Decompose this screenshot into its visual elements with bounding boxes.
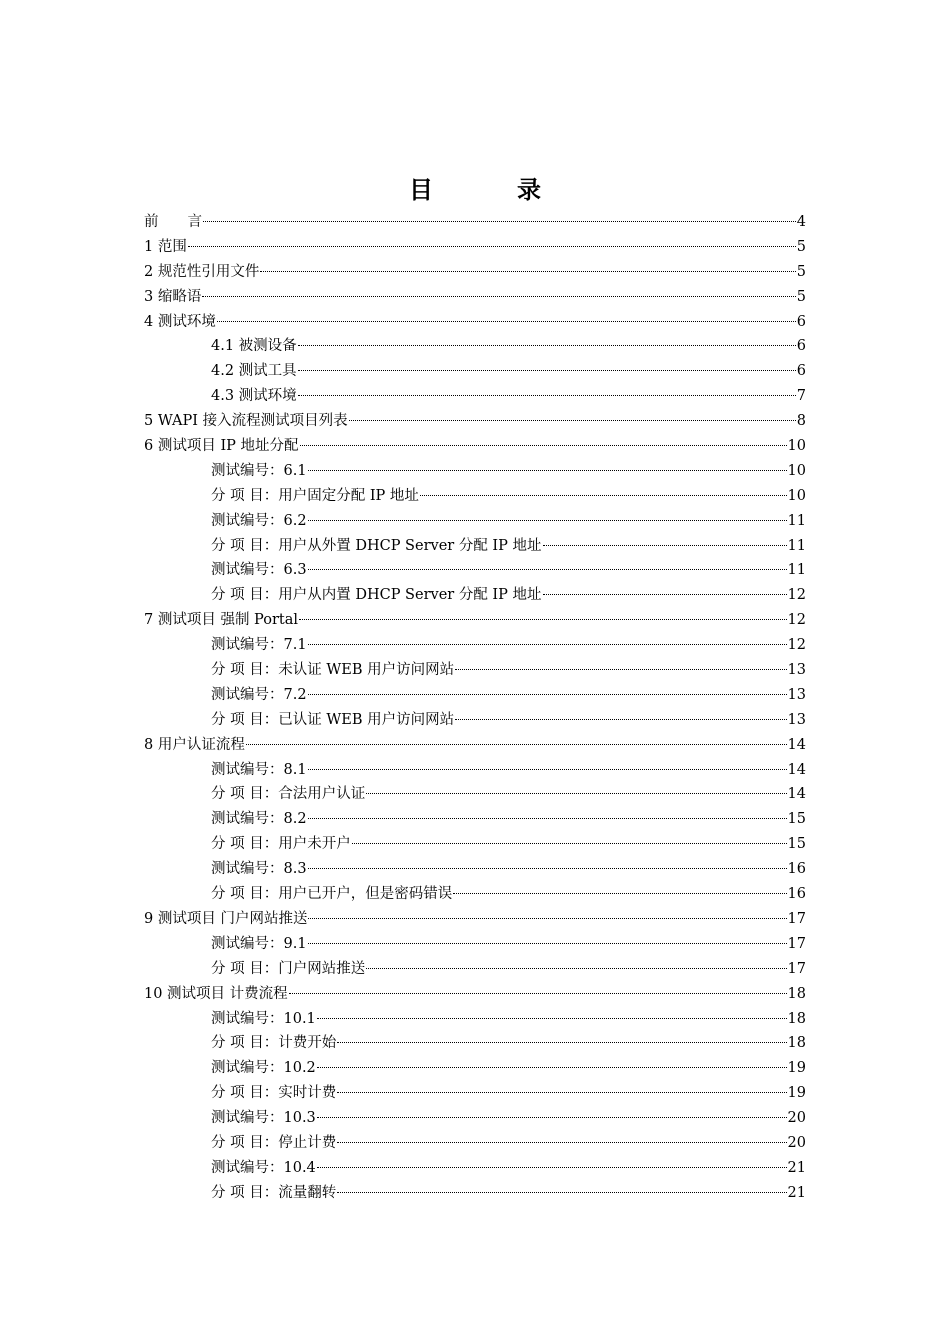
toc-entry[interactable] — [144, 608, 806, 633]
toc-entry-text: 4.3 测试环境 — [211, 388, 297, 405]
toc-entry[interactable] — [144, 932, 806, 957]
toc-entry[interactable] — [144, 733, 806, 758]
toc-page-number: 10 — [787, 487, 806, 504]
toc-entry-text: 分 项 目：用户固定分配 IP 地址 — [211, 487, 419, 504]
toc-dot-leader — [337, 1042, 786, 1043]
toc-dot-leader — [308, 918, 786, 919]
toc-entry[interactable] — [144, 210, 806, 235]
toc-entry-text: 测试编号：7.2 — [211, 686, 307, 703]
toc-entry[interactable] — [144, 1156, 806, 1181]
toc-entry-text: 8 用户认证流程 — [144, 736, 245, 753]
toc-entry-text: 分 项 目：实时计费 — [211, 1085, 337, 1102]
toc-entry[interactable] — [144, 708, 806, 733]
toc-page-number: 14 — [787, 761, 806, 778]
toc-entry-text: 测试编号：7.1 — [211, 637, 307, 654]
toc-entry-text: 分 项 目：停止计费 — [211, 1134, 337, 1151]
toc-dot-leader — [308, 694, 787, 695]
toc-entry[interactable] — [144, 1007, 806, 1032]
toc-page-number: 21 — [787, 1184, 806, 1201]
toc-entry-text: 7 测试项目 强制 Portal — [144, 612, 298, 629]
toc-entry[interactable] — [144, 583, 806, 608]
toc-page-number: 7 — [796, 388, 806, 405]
toc-page-number: 10 — [787, 438, 806, 455]
toc-page-number: 10 — [787, 462, 806, 479]
toc-page-number: 11 — [787, 562, 806, 579]
toc-dot-leader — [298, 345, 796, 346]
toc-entry-text: 分 项 目：计费开始 — [211, 1035, 337, 1052]
toc-dot-leader — [366, 793, 786, 794]
toc-entry-text: 6 测试项目 IP 地址分配 — [144, 438, 299, 455]
toc-entry-text: 4 测试环境 — [144, 313, 216, 330]
toc-entry-text: 5 WAPI 接入流程测试项目列表 — [144, 413, 348, 430]
toc-page-number: 6 — [796, 363, 806, 380]
toc-entry[interactable] — [144, 1056, 806, 1081]
toc-dot-leader — [455, 719, 786, 720]
toc-entry-text: 分 项 目：用户未开户 — [211, 836, 351, 853]
toc-dot-leader — [308, 769, 787, 770]
toc-entry[interactable] — [144, 957, 806, 982]
toc-entry-text: 4.1 被测设备 — [211, 338, 297, 355]
toc-entry-text: 分 项 目：未认证 WEB 用户访问网站 — [211, 662, 455, 679]
toc-entry-text: 分 项 目：用户已开户，但是密码错误 — [211, 886, 453, 903]
toc-entry[interactable] — [144, 807, 806, 832]
toc-entry-text: 1 范围 — [144, 238, 187, 255]
toc-entry-text: 测试编号：6.1 — [211, 462, 307, 479]
toc-page-number: 18 — [787, 1035, 806, 1052]
toc-entry-text: 3 缩略语 — [144, 288, 202, 305]
toc-page-number: 15 — [787, 811, 806, 828]
toc-entry[interactable] — [144, 1106, 806, 1131]
toc-entry[interactable] — [144, 509, 806, 534]
toc-entry[interactable] — [144, 907, 806, 932]
toc-entry-text: 测试编号：8.2 — [211, 811, 307, 828]
toc-dot-leader — [246, 744, 787, 745]
toc-page-number: 19 — [787, 1060, 806, 1077]
toc-entry[interactable] — [144, 310, 806, 335]
toc-page-number: 8 — [796, 413, 806, 430]
toc-entry[interactable] — [144, 832, 806, 857]
toc-dot-leader — [317, 1067, 787, 1068]
toc-dot-leader — [543, 545, 787, 546]
toc-page-number: 14 — [787, 736, 806, 753]
toc-entry-text: 前 言 — [144, 214, 202, 230]
toc-entry-text: 测试编号：6.3 — [211, 562, 307, 579]
toc-page-number: 15 — [787, 836, 806, 853]
toc-dot-leader — [349, 420, 796, 421]
toc-page-number: 12 — [787, 637, 806, 654]
toc-entry[interactable] — [144, 982, 806, 1007]
toc-page-number: 5 — [796, 238, 806, 255]
toc-page-number: 19 — [787, 1085, 806, 1102]
toc-entry-text: 测试编号：10.3 — [211, 1110, 316, 1127]
toc-entry-text: 测试编号：6.2 — [211, 512, 307, 529]
toc-entry-text: 测试编号：8.1 — [211, 761, 307, 778]
toc-page-number: 12 — [787, 587, 806, 604]
toc-page-number: 6 — [796, 338, 806, 355]
toc-dot-leader — [317, 1167, 787, 1168]
toc-page-number: 21 — [787, 1159, 806, 1176]
toc-dot-leader — [260, 271, 795, 272]
toc-page-number: 18 — [787, 985, 806, 1002]
toc-dot-leader — [308, 569, 787, 570]
toc-dot-leader — [337, 1092, 786, 1093]
toc-page-number: 6 — [796, 313, 806, 330]
toc-entry[interactable] — [144, 409, 806, 434]
toc-dot-leader — [337, 1192, 786, 1193]
toc-dot-leader — [308, 943, 787, 944]
toc-entry-text: 9 测试项目 门户网站推送 — [144, 910, 308, 927]
toc-entry-text: 测试编号：10.2 — [211, 1060, 316, 1077]
toc-entry[interactable] — [144, 434, 806, 459]
toc-dot-leader — [308, 868, 787, 869]
toc-dot-leader — [298, 395, 796, 396]
toc-page-number: 13 — [787, 662, 806, 679]
toc-dot-leader — [298, 370, 796, 371]
toc-entry[interactable] — [144, 857, 806, 882]
toc-dot-leader — [455, 669, 786, 670]
toc-entry-text: 分 项 目：流量翻转 — [211, 1184, 337, 1201]
toc-dot-leader — [366, 968, 786, 969]
toc-entry-text: 测试编号：10.4 — [211, 1159, 316, 1176]
toc-dot-leader — [317, 1117, 787, 1118]
toc-page-number: 16 — [787, 861, 806, 878]
toc-entry[interactable] — [144, 384, 806, 409]
toc-dot-leader — [337, 1142, 786, 1143]
toc-entry[interactable] — [144, 235, 806, 260]
table-of-contents — [144, 210, 806, 1206]
toc-dot-leader — [308, 470, 787, 471]
toc-page-number: 13 — [787, 686, 806, 703]
toc-entry-text: 分 项 目：已认证 WEB 用户访问网站 — [211, 711, 455, 728]
toc-entry[interactable] — [144, 285, 806, 310]
toc-entry-text: 10 测试项目 计费流程 — [144, 985, 288, 1002]
toc-dot-leader — [300, 445, 787, 446]
toc-entry[interactable] — [144, 334, 806, 359]
toc-entry-text: 分 项 目：用户从内置 DHCP Server 分配 IP 地址 — [211, 587, 542, 604]
toc-entry-text: 测试编号：8.3 — [211, 861, 307, 878]
toc-page-number: 18 — [787, 1010, 806, 1027]
toc-entry[interactable] — [144, 882, 806, 907]
toc-page-number: 20 — [787, 1134, 806, 1151]
toc-dot-leader — [299, 619, 787, 620]
toc-page-number: 17 — [787, 910, 806, 927]
toc-entry[interactable] — [144, 359, 806, 384]
toc-page-number: 12 — [787, 612, 806, 629]
toc-entry[interactable] — [144, 558, 806, 583]
toc-dot-leader — [453, 893, 786, 894]
toc-page-number: 11 — [787, 537, 806, 554]
toc-dot-leader — [308, 818, 787, 819]
toc-dot-leader — [202, 296, 795, 297]
toc-dot-leader — [543, 594, 787, 595]
toc-dot-leader — [308, 644, 787, 645]
toc-dot-leader — [217, 321, 796, 322]
toc-entry-text: 测试编号：10.1 — [211, 1010, 316, 1027]
toc-entry-text: 分 项 目：合法用户认证 — [211, 786, 366, 803]
toc-page-number: 14 — [787, 786, 806, 803]
toc-entry[interactable] — [144, 658, 806, 683]
toc-entry[interactable] — [144, 1181, 806, 1206]
toc-entry[interactable] — [144, 782, 806, 807]
toc-dot-leader — [352, 843, 787, 844]
toc-entry-text: 2 规范性引用文件 — [144, 263, 260, 280]
toc-entry[interactable] — [144, 1031, 806, 1056]
toc-dot-leader — [308, 520, 787, 521]
toc-entry-text: 测试编号：9.1 — [211, 935, 307, 952]
toc-page-number: 16 — [787, 886, 806, 903]
toc-entry[interactable] — [144, 633, 806, 658]
toc-entry[interactable] — [144, 683, 806, 708]
toc-dot-leader — [289, 993, 787, 994]
toc-page-number: 17 — [787, 935, 806, 952]
toc-dot-leader — [188, 246, 796, 247]
toc-entry[interactable] — [144, 1131, 806, 1156]
toc-page-number: 5 — [796, 288, 806, 305]
toc-title: 目 录 — [409, 176, 571, 204]
toc-entry[interactable] — [144, 758, 806, 783]
toc-entry-text: 4.2 测试工具 — [211, 363, 297, 380]
toc-page-number: 13 — [787, 711, 806, 728]
toc-entry[interactable] — [144, 484, 806, 509]
toc-page-number: 11 — [787, 512, 806, 529]
toc-entry[interactable] — [144, 1081, 806, 1106]
toc-page-number: 4 — [796, 214, 806, 230]
toc-dot-leader — [420, 495, 787, 496]
toc-entry-text: 分 项 目：门户网站推送 — [211, 960, 366, 977]
toc-entry-text: 分 项 目：用户从外置 DHCP Server 分配 IP 地址 — [211, 537, 542, 554]
toc-page-number: 17 — [787, 960, 806, 977]
toc-dot-leader — [317, 1018, 787, 1019]
toc-dot-leader — [203, 221, 796, 222]
toc-page-number: 5 — [796, 263, 806, 280]
toc-page-number: 20 — [787, 1110, 806, 1127]
toc-entry[interactable] — [144, 459, 806, 484]
toc-entry[interactable] — [144, 260, 806, 285]
toc-entry[interactable] — [144, 534, 806, 559]
